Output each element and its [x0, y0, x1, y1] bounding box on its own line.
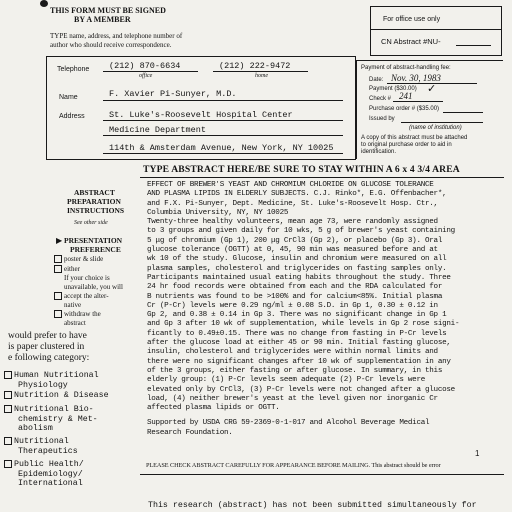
- abstract-line: 24 hr food records were obtained from each and the RDA calculated for: [147, 283, 443, 292]
- payment-issued-line: [401, 122, 483, 123]
- type-abstract-banner: TYPE ABSTRACT HERE/BE SURE TO STAY WITHIN A 6 x 4 3/4 AREA: [143, 164, 460, 175]
- prefer-line-1: would prefer to have: [8, 331, 87, 341]
- abstract-line: elevated only by CrCl3, (3) P-Cr levels were not changed after a glucose: [147, 385, 455, 394]
- abstract-line: B nutrients was found to be >100% and for calcium<85%. Initial plasma: [147, 292, 443, 301]
- header-instructions-1: TYPE name, address, and telephone number of: [50, 32, 183, 40]
- abstract-line: there were no significant changes after 10 wk of supplementation in any: [147, 357, 451, 366]
- payment-note-3: identification.: [361, 149, 397, 155]
- office-use-box: [370, 6, 502, 56]
- category-item[interactable]: [4, 391, 109, 401]
- category-label-cont: Therapeutics: [18, 446, 78, 456]
- abstract-line: wk 10 of the study. Glucose, insulin and chromium were measured on all: [147, 255, 447, 264]
- punch-mark: [40, 0, 48, 7]
- office-label: office: [139, 73, 153, 79]
- office-phone[interactable]: (212) 870-6634: [109, 61, 181, 71]
- home-label: home: [255, 73, 268, 79]
- payment-check-line: [393, 101, 443, 102]
- abstract-body: [147, 181, 505, 459]
- option-either-checkbox[interactable]: [54, 265, 62, 273]
- abstract-line: insulin, cholesterol and triglycerides were within normal limits and: [147, 348, 438, 357]
- contact-box: [46, 56, 356, 160]
- address-line-2[interactable]: Medicine Department: [109, 125, 206, 135]
- abstract-line: EFFECT OF BREWER'S YEAST AND CHROMIUM CHLORIDE ON GLUCOSE TOLERANCE: [147, 181, 434, 189]
- abstract-line: and Gp 3 after 10 wk of supplementation, while levels in Gp 2 rose signi-: [147, 320, 460, 329]
- abstract-line: Gp 2, and 0.38 ± 0.14 in Gp 3. There was no significant change in Gp 1: [147, 311, 447, 320]
- header-instructions-2: author who should receive correspondence.: [50, 41, 172, 49]
- bottom-text: This research (abstract) has not been submitted simultaneously for: [148, 501, 477, 510]
- office-divider: [371, 29, 501, 30]
- abstract-line: glucose tolerance (OGTT) at 0, 45, 90 min was measured before and at: [147, 246, 438, 255]
- category-item[interactable]: [4, 460, 84, 489]
- abstract-line: elderly group: (1) P-Cr levels seem adequate (2) P-Cr levels were: [147, 376, 426, 385]
- abstract-line: and F.X. Pi-Sunyer, Dept. Medicine, St. Luke's-Roosevelt Hosp. Ctr.,: [147, 199, 438, 208]
- abstract-line: Twenty-three healthy volunteers, mean age 73, were randomly assigned: [147, 218, 438, 227]
- footer-rule: [140, 474, 504, 475]
- option-withdraw[interactable]: [54, 310, 101, 319]
- abstract-line: AND PLASMA LIPIDS IN ELDERLY SUBJECTS. C.J. Rinko*, E.G. Offenbacher*,: [147, 190, 447, 199]
- payment-checkmark-icon: ✓: [427, 83, 437, 95]
- prefer-line-3: e following category:: [8, 353, 90, 363]
- sidebar-heading-abstract: ABSTRACT: [74, 188, 115, 197]
- presentation-heading-2: PREFERENCE: [70, 245, 121, 254]
- telephone-label: Telephone: [57, 66, 90, 73]
- payment-institution-label: (name of institution): [409, 125, 462, 131]
- category-checkbox[interactable]: [4, 371, 12, 379]
- payment-amount-label: Payment ($30.00): [369, 86, 417, 92]
- option-poster-slide[interactable]: [54, 255, 103, 264]
- abstract-line: after the glucose load at either 45 or 90 min. Initial fasting glucose,: [147, 339, 451, 348]
- abstract-line: ficantly to 0.49±0.15. There was no change from fasting in P-Cr levels: [147, 329, 447, 338]
- header-by-member: BY A MEMBER: [74, 15, 131, 24]
- sidebar-heading-instructions: INSTRUCTIONS: [67, 206, 125, 215]
- address-rule-1: [103, 120, 343, 121]
- option-withdraw-label: withdraw the: [64, 310, 101, 318]
- option-note-2: unavailable, you will: [64, 283, 123, 291]
- payment-check-label: Check #: [369, 96, 392, 102]
- option-poster-label: poster & slide: [64, 255, 104, 263]
- name-line: [103, 100, 343, 101]
- address-label: Address: [59, 113, 85, 120]
- category-label: Nutritional: [14, 437, 69, 447]
- category-item[interactable]: [4, 437, 78, 456]
- category-checkbox[interactable]: [4, 391, 12, 399]
- category-label: Public Health/: [14, 460, 84, 470]
- payment-title: Payment of abstract-handling fee:: [361, 65, 451, 71]
- abstract-line: plasma samples, cholesterol and triglycerides on fasting samples only.: [147, 264, 447, 273]
- payment-po-line: [443, 112, 483, 113]
- prefer-line-2: is paper clustered in: [8, 342, 85, 352]
- category-label-cont: International: [18, 479, 83, 489]
- address-line-3[interactable]: 114th & Amsterdam Avenue, New York, NY 10025: [109, 143, 334, 153]
- payment-date-label: Date:: [369, 77, 384, 83]
- home-phone[interactable]: (212) 222-9472: [219, 61, 291, 71]
- option-accept-2: native: [64, 301, 82, 309]
- address-line-1[interactable]: St. Luke's-Roosevelt Hospital Center: [109, 110, 293, 120]
- header-must-be-signed: THIS FORM MUST BE SIGNED: [50, 6, 166, 15]
- abstract-line: affected plasma lipids or OGTT.: [147, 404, 280, 413]
- category-checkbox[interactable]: [4, 437, 12, 445]
- category-checkbox[interactable]: [4, 460, 12, 468]
- option-either[interactable]: [54, 265, 80, 274]
- abstract-line: of the 3 groups, either fasting or after glucose. In summary, in this: [147, 366, 443, 375]
- category-label-cont: abolism: [18, 424, 53, 434]
- option-accept-checkbox[interactable]: [54, 292, 62, 300]
- footer-note: PLEASE CHECK ABSTRACT CAREFULLY FOR APPEARANCE BEFORE MAILING. This abstract should be error: [146, 462, 441, 469]
- category-label-cont: Epidemiology/: [18, 469, 83, 479]
- address-rule-2: [103, 135, 343, 136]
- option-withdraw-2: abstract: [64, 319, 86, 327]
- category-checkbox[interactable]: [4, 405, 12, 413]
- option-withdraw-checkbox[interactable]: [54, 310, 62, 318]
- abstract-line: Columbia University, NY, NY 10025: [147, 208, 289, 217]
- office-use-label: For office use only: [383, 16, 441, 23]
- payment-box: [356, 60, 503, 159]
- category-label-cont: chemistry & Met-: [18, 414, 98, 424]
- payment-check-value[interactable]: 241: [399, 91, 413, 101]
- abstract-line: Cr (P-Cr) levels were 0.29 ng/ml ± 0.08 S.D. in Gp 1, 0.30 ± 0.12 in: [147, 301, 438, 310]
- cn-abstract-label: CN Abstract #NU-: [381, 37, 441, 46]
- payment-note-2: to original purchase order to aid in: [361, 142, 452, 148]
- abstract-line: 5 μg of chromium (Gp 1), 200 μg CrCl3 (Gp 2), or placebo (Gp 3). Oral: [147, 236, 443, 245]
- name-value[interactable]: F. Xavier Pi-Sunyer, M.D.: [109, 89, 237, 99]
- payment-date-value[interactable]: Nov. 30, 1983: [391, 73, 441, 83]
- abstract-line: Research Foundation.: [147, 428, 233, 437]
- cn-abstract-line: [456, 45, 491, 46]
- page-number: 1: [475, 449, 480, 458]
- abstract-line: load, (4) neither brewer's yeast at the level given nor inorganic Cr: [147, 394, 438, 403]
- category-label: Human Nutritional: [14, 371, 99, 381]
- banner-rule: [140, 177, 504, 178]
- category-item[interactable]: [4, 405, 98, 434]
- sidebar-see-other-side: See other side: [74, 220, 108, 226]
- category-label-cont: Physiology: [18, 380, 68, 390]
- abstract-line: Supported by USDA CRG 59-2369-0-1-017 and Alcohol Beverage Medical: [147, 419, 430, 428]
- name-label: Name: [59, 94, 78, 101]
- payment-po-label: Purchase order # ($35.00): [369, 106, 440, 112]
- presentation-heading-1: PRESENTATION: [64, 236, 123, 245]
- abstract-line: to 3 groups and given daily for 10 wks, 5 g of brewer's yeast containing: [147, 227, 455, 236]
- presentation-arrow-icon: ▶: [56, 236, 63, 245]
- option-either-label: either: [64, 265, 80, 273]
- payment-issued-label: Issued by: [369, 116, 395, 122]
- option-accept[interactable]: [54, 292, 109, 301]
- abstract-line: Participants maintained usual eating habits throughout the study. Three: [147, 273, 451, 282]
- address-rule-3: [103, 153, 343, 154]
- category-item[interactable]: [4, 371, 99, 390]
- payment-note-1: A copy of this abstract must be attached: [361, 135, 468, 141]
- option-note-1: If your choice is: [64, 274, 110, 282]
- category-label: Nutritional Bio-: [14, 405, 94, 415]
- option-accept-label: accept the alter-: [64, 292, 109, 300]
- category-label: Nutrition & Disease: [14, 391, 109, 401]
- option-poster-checkbox[interactable]: [54, 255, 62, 263]
- sidebar-heading-preparation: PREPARATION: [67, 197, 121, 206]
